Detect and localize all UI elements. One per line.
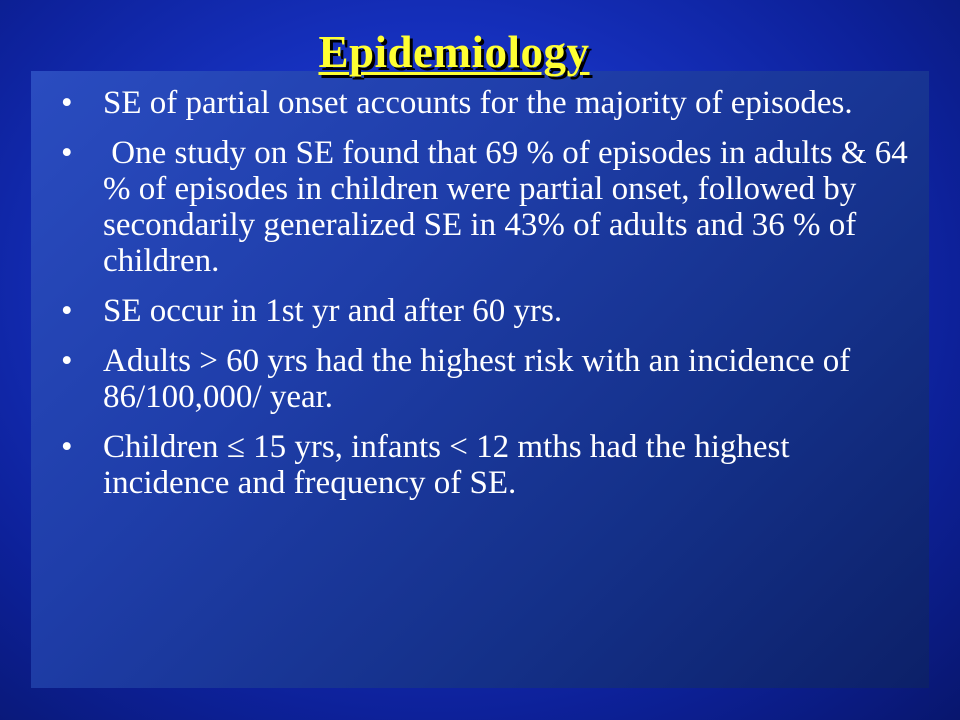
bullet-text: One study on SE found that 69 % of episodes in adults & 64 % of episodes in children were partial onset, followed by secondarily generalized SE in 43% of adults and 36 % of children. xyxy=(103,135,917,279)
slide-title: Epidemiology xyxy=(318,27,590,77)
bullet-text: Adults > 60 yrs had the highest risk with an incidence of 86/100,000/ year. xyxy=(103,343,851,415)
bullet-item xyxy=(31,135,917,279)
bullet-icon: • xyxy=(61,85,73,121)
bullet-list xyxy=(31,85,917,515)
bullet-item xyxy=(31,343,911,415)
bullet-item xyxy=(31,293,911,329)
bullet-text: SE occur in 1st yr and after 60 yrs. xyxy=(103,293,563,329)
bullet-text: Children ≤ 15 yrs, infants < 12 mths had the highest incidence and frequency of SE. xyxy=(103,429,790,501)
bullet-item xyxy=(31,429,911,501)
bullet-icon: • xyxy=(61,293,73,329)
bullet-text: SE of partial onset accounts for the majority of episodes. xyxy=(103,85,853,121)
bullet-icon: • xyxy=(61,429,73,465)
bullet-item xyxy=(31,85,911,121)
bullet-icon: • xyxy=(61,135,73,171)
content-panel xyxy=(31,71,929,688)
bullet-icon: • xyxy=(61,343,73,379)
